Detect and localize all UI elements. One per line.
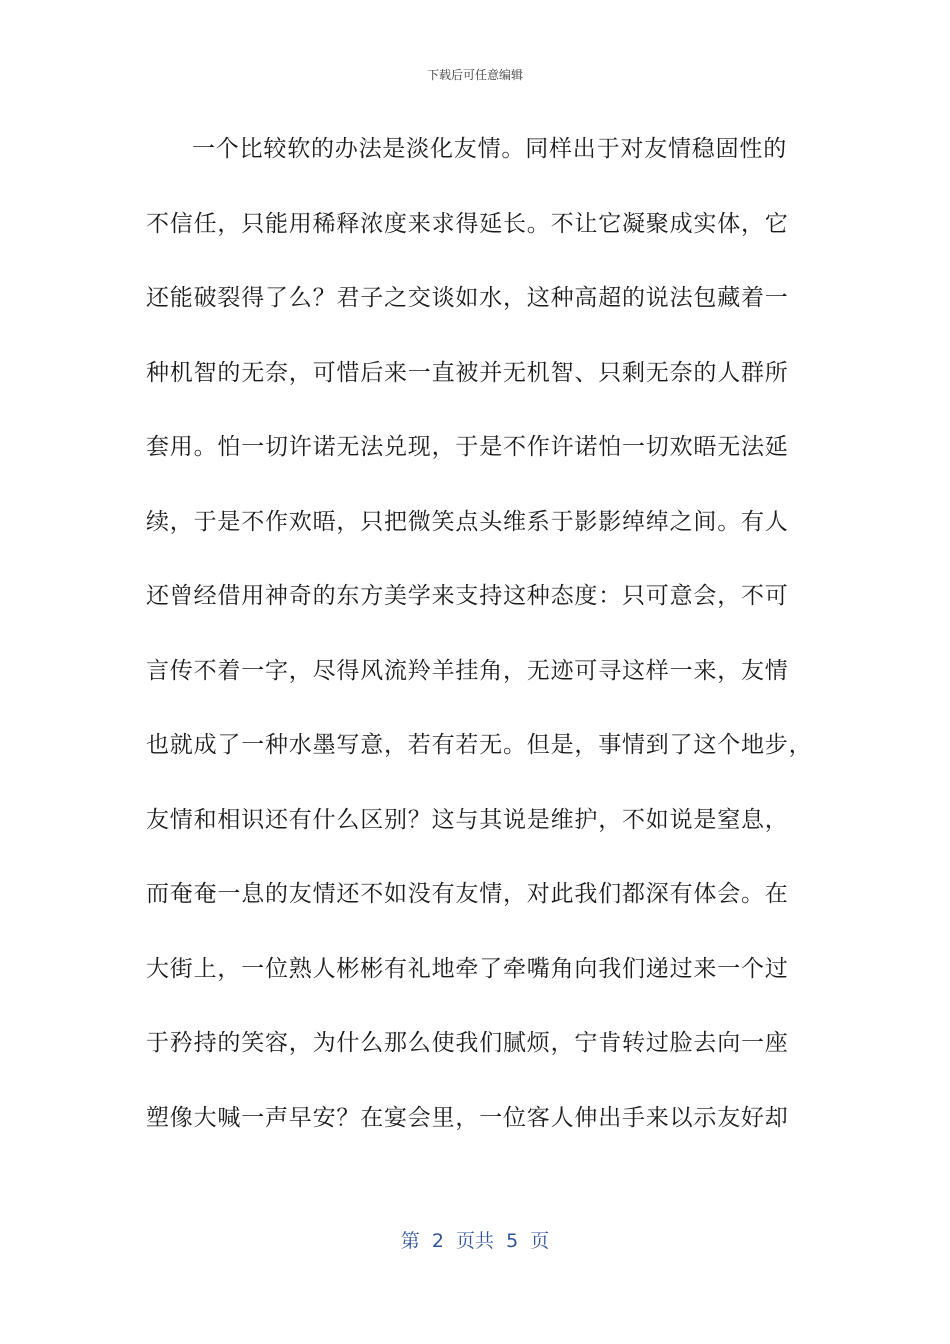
text-line: 不信任，只能用稀释浓度来求得延长。不让它凝聚成实体，它	[146, 210, 789, 237]
page-header: 下载后可任意编辑	[426, 68, 523, 82]
text-line: 友情和相识还有什么区别？这与其说是维护，不如说是窒息，	[146, 806, 789, 833]
body-paragraph	[146, 112, 813, 1155]
text-line: 还能破裂得了么？君子之交谈如水，这种高超的说法包藏着一	[146, 285, 789, 311]
text-line: 一个比较软的办法是淡化友情。同样出于对友情稳固性的	[192, 136, 787, 162]
text-line: 续，于是不作欢晤，只把微笑点头维系于影影绰绰之间。有人	[146, 508, 789, 535]
text-line: 言传不着一字，尽得风流羚羊挂角，无迹可寻这样一来，友情	[146, 657, 789, 684]
text-line: 塑像大喊一声早安？在宴会里，一位客人伸出手来以示友好却	[146, 1104, 789, 1131]
text-line: 也就成了一种水墨写意，若有若无。但是，事情到了这个地步，	[146, 732, 813, 758]
text-line: 大街上，一位熟人彬彬有礼地牵了牵嘴角向我们递过来一个过	[146, 955, 789, 982]
text-line: 于矜持的笑容，为什么那么使我们腻烦，宁肯转过脸去向一座	[146, 1030, 789, 1056]
text-line: 而奄奄一息的友情还不如没有友情，对此我们都深有体会。在	[146, 881, 789, 907]
text-line: 套用。怕一切许诺无法兑现，于是不作许诺怕一切欢晤无法延	[146, 434, 789, 460]
page-number-footer: 第 2 页共 5 页	[400, 1230, 550, 1252]
text-line: 还曾经借用神奇的东方美学来支持这种态度：只可意会，不可	[146, 583, 789, 609]
text-line: 种机智的无奈，可惜后来一直被并无机智、只剩无奈的人群所	[146, 359, 789, 386]
